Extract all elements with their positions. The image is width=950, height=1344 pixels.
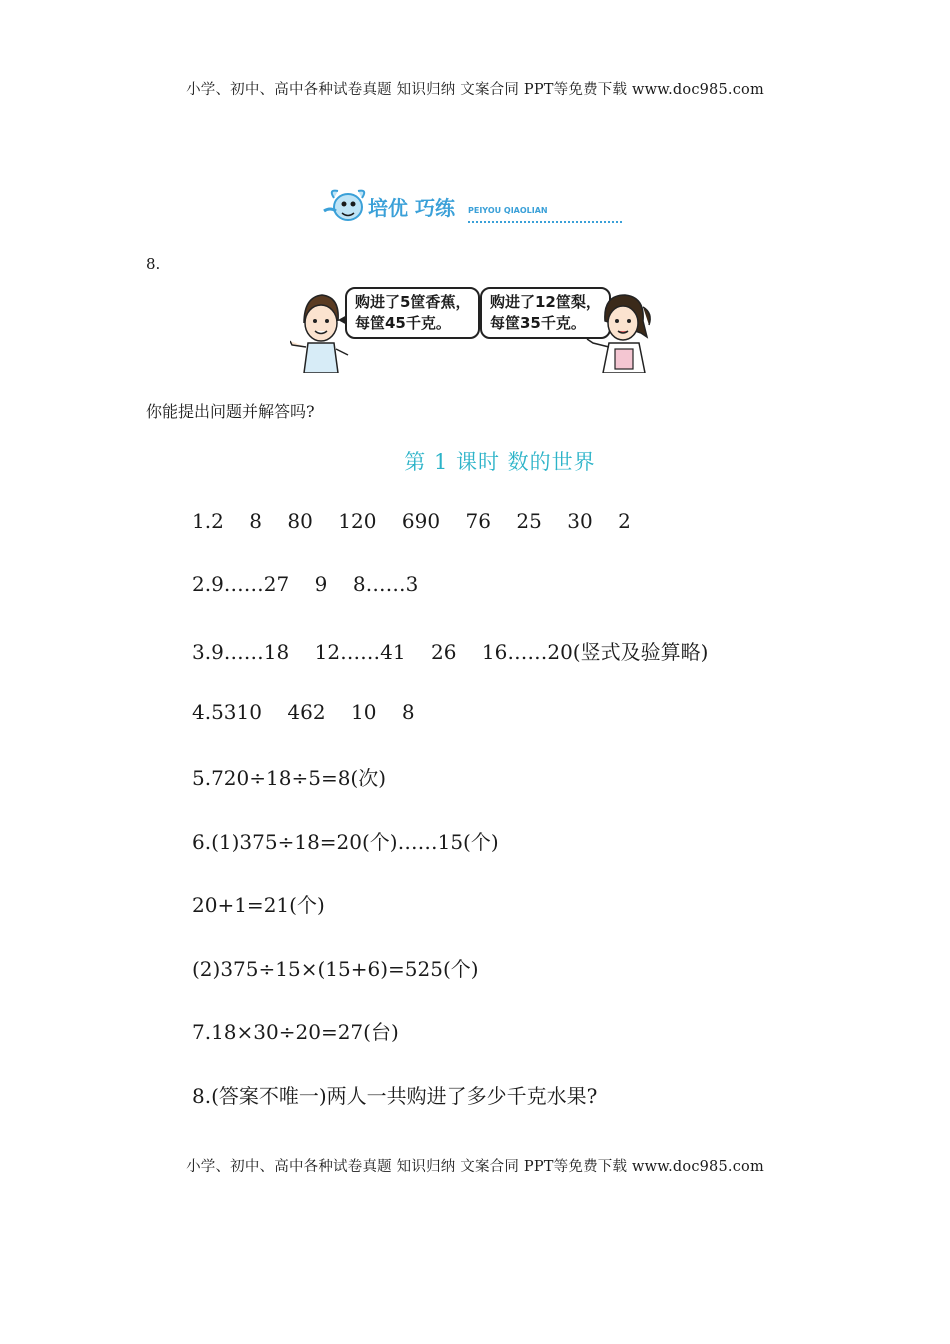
answer-line-3: 3.9……18 12……41 26 16……20(竖式及验算略)	[192, 640, 709, 664]
section-title: 第 1 课时 数的世界	[404, 450, 596, 474]
girl-illustration	[585, 285, 655, 373]
boy-speech-line-1: 购进了5筐香蕉，	[355, 293, 471, 311]
page-header-banner: 小学、初中、高中各种试卷真题 知识归纳 文案合同 PPT等免费下载 www.doc985.com	[186, 82, 764, 98]
boy-speech-line-2: 每筐45千克。	[355, 314, 451, 332]
boy-speech-bubble	[345, 287, 480, 339]
girl-speech-line-2: 每筐35千克。	[490, 314, 586, 332]
answer-line-1: 1.2 8 80 120 690 76 25 30 2	[192, 509, 631, 533]
girl-speech-line-1: 购进了12筐梨，	[490, 293, 601, 311]
mascot-icon	[324, 191, 364, 220]
logo-en-text: PEIYOU QIAOLIAN	[468, 206, 548, 215]
page-footer-banner: 小学、初中、高中各种试卷真题 知识归纳 文案合同 PPT等免费下载 www.doc985.com	[186, 1159, 764, 1175]
question-number: 8.	[146, 255, 161, 273]
answer-line-2: 2.9……27 9 8……3	[192, 572, 419, 596]
peiyou-qiaolian-logo	[322, 183, 632, 229]
answer-line-7: 20+1=21(个)	[192, 893, 325, 917]
answer-line-6: 6.(1)375÷18=20(个)……15(个)	[192, 830, 499, 854]
answer-line-5: 5.720÷18÷5=8(次)	[192, 766, 387, 790]
answer-line-4: 4.5310 462 10 8	[192, 700, 415, 724]
boy-illustration	[290, 283, 350, 373]
logo-cn-text: 培优 巧练	[368, 196, 455, 220]
answer-line-10: 8.(答案不唯一)两人一共购进了多少千克水果?	[192, 1084, 598, 1108]
answer-line-9: 7.18×30÷20=27(台)	[192, 1020, 399, 1044]
answer-line-8: (2)375÷15×(15+6)=525(个)	[192, 957, 479, 981]
question-prompt: 你能提出问题并解答吗?	[146, 402, 315, 421]
